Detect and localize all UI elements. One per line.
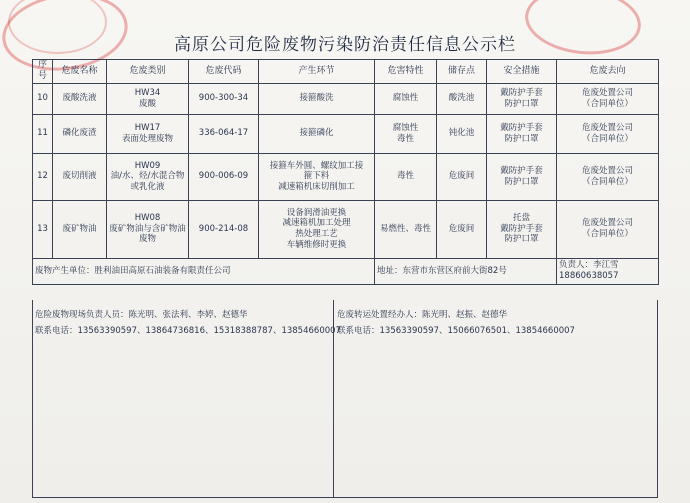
cell-storage: 危废间	[437, 153, 487, 200]
cell-code: 900-006-09	[189, 153, 259, 200]
header-no: 序号	[33, 60, 53, 84]
hazardous-waste-table	[32, 59, 659, 285]
cell-hazard: 毒性	[375, 153, 437, 200]
header-code: 危废代码	[189, 60, 259, 84]
cell-process: 设备润滑油更换 减速箱机加工处理 热处理工艺 车辆维修时更换	[259, 200, 375, 258]
contacts-section	[32, 300, 658, 498]
cell-name: 磷化废渣	[53, 114, 107, 153]
cell-destination: 危废处置公司 （合同单位）	[557, 153, 659, 200]
header-hazard: 危害特性	[375, 60, 437, 84]
header-process: 产生环节	[259, 60, 375, 84]
table-row	[33, 114, 659, 153]
table-row	[33, 153, 659, 200]
cell-destination: 危废处置公司 （合同单位）	[557, 114, 659, 153]
cell-category: HW09 油/水、烃/水混合物 或乳化液	[107, 153, 189, 200]
table-row	[33, 83, 659, 114]
cell-storage: 钝化池	[437, 114, 487, 153]
cell-safety: 戴防护手套 防护口罩	[487, 153, 557, 200]
header-category: 危废类别	[107, 60, 189, 84]
header-name: 危废名称	[53, 60, 107, 84]
cell-no: 10	[33, 83, 53, 114]
cell-name: 废矿物油	[53, 200, 107, 258]
cell-hazard: 易燃性、毒性	[375, 200, 437, 258]
cell-code: 900-214-08	[189, 200, 259, 258]
cell-destination: 危废处置公司 （合同单位）	[557, 200, 659, 258]
cell-process: 接箍磷化	[259, 114, 375, 153]
producer-address: 地址：东营市东营区府前大街82号	[375, 258, 557, 284]
transfer-managers: 危废转运处置经办人：陈光明、赵振、赵德华	[337, 310, 508, 320]
responsible-person: 负责人：李江雪18860638057	[557, 258, 659, 284]
cell-code: 900-300-34	[189, 83, 259, 114]
cell-no: 13	[33, 200, 53, 258]
header-storage: 储存点	[437, 60, 487, 84]
table-row	[33, 200, 659, 258]
cell-process: 接箍酸洗	[259, 83, 375, 114]
cell-storage: 危废间	[437, 200, 487, 258]
cell-no: 11	[33, 114, 53, 153]
cell-safety: 托盘 戴防护手套 防护口罩	[487, 200, 557, 258]
cell-name: 废酸洗液	[53, 83, 107, 114]
cell-destination: 危废处置公司 （合同单位）	[557, 83, 659, 114]
header-safety: 安全措施	[487, 60, 557, 84]
cell-storage: 酸洗池	[437, 83, 487, 114]
cell-hazard: 腐蚀性	[375, 83, 437, 114]
page-title: 高原公司危险废物污染防治责任信息公示栏	[174, 35, 516, 55]
cell-hazard: 腐蚀性 毒性	[375, 114, 437, 153]
producer-unit: 废物产生单位：胜利油田高原石油装备有限责任公司	[33, 258, 375, 284]
cell-name: 废切削液	[53, 153, 107, 200]
cell-category: HW34 废酸	[107, 83, 189, 114]
site-managers: 危险废物现场负责人员：陈光明、张法利、李婷、赵德华	[35, 310, 248, 320]
cell-category: HW08 废矿物油与含矿物油 废物	[107, 200, 189, 258]
table-header-row	[33, 60, 659, 84]
cell-safety: 戴防护手套 防护口罩	[487, 83, 557, 114]
cell-process: 接箍车外圆、螺纹加工接 箍下料 减速箱机床切削加工	[259, 153, 375, 200]
site-phones: 联系电话：13563390597、13864736816、15318388787、13854660007	[35, 326, 341, 336]
header-destination: 危废去向	[557, 60, 659, 84]
cell-code: 336-064-17	[189, 114, 259, 153]
transfer-phones: 联系电话：13563390597、15066076501、13854660007	[337, 326, 575, 336]
cell-no: 12	[33, 153, 53, 200]
cell-category: HW17 表面处理废物	[107, 114, 189, 153]
cell-safety: 戴防护手套 防护口罩	[487, 114, 557, 153]
producer-info-row	[33, 258, 659, 284]
